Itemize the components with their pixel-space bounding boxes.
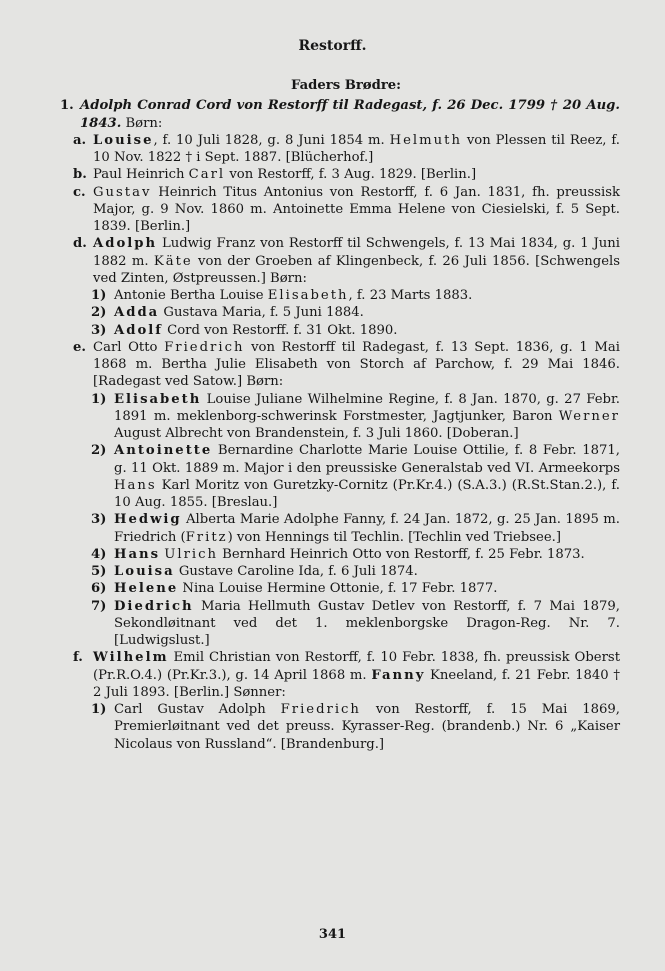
genealogy-entry [60, 649, 620, 701]
genealogy-entry [60, 442, 620, 511]
entry-marker: 4) [91, 546, 107, 562]
entry-text: August Albrecht von Brandenstein, f. 3 Juli 1860. [Doberan.] [114, 426, 519, 441]
entry-marker: 3) [91, 322, 107, 338]
entry-text: Emil Christian von Restorff, f. 10 Febr. 1838, fh. preussisk Oberst (Pr.R.O.4.) (Pr.Kr.3.), g. 14 April 1868 m. [93, 650, 620, 683]
entry-marker: 5) [91, 564, 107, 579]
genealogy-entry [60, 322, 620, 339]
entry-text: Hedwig [114, 512, 182, 528]
genealogy-entry [60, 598, 620, 650]
genealogy-entry [60, 166, 620, 183]
entry-text: Helmuth [389, 132, 462, 148]
entry-text: Maria Hellmuth Gustav Detlev von Restorff, f. 7 Mai 1879, Sekondløitnant ved det 1. meklenborgske Dragon-Reg. Nr. 7. [Ludwigslust.] [114, 598, 620, 648]
section-subheading: Faders Brødre: [290, 78, 402, 93]
entry-marker: 7) [91, 598, 107, 614]
entry-marker: 3) [91, 512, 107, 528]
page-number: 341 [318, 927, 347, 942]
entry-text: Diedrich [114, 598, 194, 614]
genealogy-entry [60, 563, 620, 580]
entry-text: von Plessen til Reez, f. 10 Nov. 1822 † i Sept. 1887. [Blücherhof.] [93, 132, 620, 165]
genealogy-entry [60, 701, 620, 753]
entry-text: von Restorff, f. 15 Mai 1869, Premierløitnant ved det preuss. Kyrasser-Reg. (brandenb.) Nr. 6 „Kaiser Nicolaus von Russland“. [Brandenburg.] [114, 702, 621, 752]
entry-text: Friedrich [280, 702, 361, 717]
entry-text: Adolph Conrad Cord von Restorff til Radegast, f. 26 Dec. 1799 † 20 Aug. 1843. [80, 98, 620, 131]
entry-text: Hans [114, 546, 161, 562]
genealogy-entry [60, 287, 620, 304]
entry-text: ) von Hennings til Techlin. [Techlin ved Triebsee.] [227, 529, 561, 545]
entry-text: Bernardine Charlotte Marie Louise Ottilie, f. 8 Febr. 1871, g. 11 Okt. 1889 m. Major i den preussiske Generalstab ved VI. Armeekorps [114, 443, 620, 476]
entry-text: von Restorff til Radegast, f. 13 Sept. 1836, g. 1 Mai 1868 m. Bertha Julie Elisabeth von Storch af Parchow, f. 29 Mai 1846. [Radegast ved Satow.] Børn: [93, 339, 620, 390]
genealogy-entry [60, 97, 620, 132]
entry-text: , f. 23 Marts 1883. [348, 288, 473, 303]
running-header: Restorff. [298, 38, 367, 54]
entry-text: Ludwig Franz von Restorff til Schwengels, f. 13 Mai 1834, g. 1 Juni 1882 m. [93, 236, 620, 269]
entry-text: Gustav [93, 184, 152, 200]
entry-text: Friedrich [164, 339, 245, 355]
entry-marker: f. [73, 650, 83, 666]
entry-marker: 6) [91, 581, 107, 597]
entry-marker: d. [73, 236, 87, 252]
entry-text: Carl Otto [93, 339, 165, 355]
entry-text: Karl Moritz von Guretzky-Cornitz (Pr.Kr.4.) (S.A.3.) (R.St.Stan.2.), f. 10 Aug. 1855. [Breslau.] [114, 477, 620, 510]
entry-text: Børn: [121, 115, 163, 131]
entry-text: Paul Heinrich [93, 167, 189, 183]
entry-text: Helene [114, 581, 179, 597]
entry-marker: c. [73, 184, 86, 200]
entry-text: Heinrich Titus Antonius von Restorff, f. 6 Jan. 1831, fh. preussisk Major, g. 9 Nov. 1860 m. Antoinette Emma Helene von Ciesielski, f. 5 Sept. 1839. [Berlin.] [93, 184, 620, 234]
entry-marker: e. [73, 339, 86, 355]
entry-text: Fritz [185, 529, 228, 545]
entry-text: Wilhelm [93, 650, 169, 666]
genealogy-entry [60, 132, 620, 167]
entry-text: Bernhard Heinrich Otto von Restorff, f. 25 Febr. 1873. [217, 546, 585, 562]
entry-text: Cord von Restorff. f. 31 Okt. 1890. [162, 322, 398, 338]
entry-text: Ulrich [164, 546, 218, 562]
genealogy-entry [60, 546, 620, 563]
entry-text: Fanny [371, 667, 426, 683]
genealogy-entry [60, 304, 620, 321]
entry-text: Nina Louise Hermine Ottonie, f. 17 Febr. 1877. [178, 581, 498, 597]
genealogy-entry [60, 339, 620, 391]
entry-marker: 2) [91, 443, 107, 459]
entry-text: Käte [153, 253, 193, 269]
entry-text: Elisabeth [267, 288, 349, 303]
entry-text: Gustava Maria, f. 5 Juni 1884. [159, 305, 364, 321]
entry-text: Antonie Bertha Louise [114, 288, 268, 303]
genealogy-entry [60, 511, 620, 546]
entry-text: Louise Juliane Wilhelmine Regine, f. 8 Jan. 1870, g. 27 Febr. 1891 m. meklenborg-schwerinsk Forstmester, Jagtjunker, Baron [114, 391, 620, 424]
entry-marker: a. [73, 132, 87, 148]
genealogy-entry [60, 235, 620, 287]
entry-text: Kneeland, f. 21 Febr. 1840 † 2 Juli 1893. [Berlin.] Sønner: [93, 667, 620, 700]
entry-text: Alberta Marie Adolphe Fanny, f. 24 Jan. 1872, g. 25 Jan. 1895 m. Friedrich ( [114, 512, 620, 545]
entry-text: Adolf [114, 322, 163, 338]
genealogy-entry [60, 391, 620, 443]
entry-text: von Restorff, f. 3 Aug. 1829. [Berlin.] [225, 167, 477, 183]
genealogy-entry [60, 580, 620, 597]
entry-text: Louisa [114, 564, 175, 579]
entry-marker: 1. [60, 98, 74, 114]
entry-text: Carl Gustav Adolph [114, 702, 281, 717]
entry-marker: 1) [91, 702, 107, 717]
entry-marker: 1) [91, 288, 107, 303]
entry-text: Adolph [93, 236, 158, 252]
entry-marker: 2) [91, 305, 107, 321]
entry-text: , f. 10 Juli 1828, g. 8 Juni 1854 m. [153, 132, 390, 148]
entry-text: von der Groeben af Klingenbeck, f. 26 Juli 1856. [Schwengels ved Zinten, Østpreussen.] Børn: [93, 253, 620, 286]
entry-marker: b. [73, 167, 87, 183]
document-body [60, 77, 620, 753]
genealogy-entry [60, 184, 620, 236]
entry-text: Antoinette [114, 443, 213, 459]
entry-text: Carl [188, 167, 226, 183]
entry-text: Louise [93, 132, 154, 148]
entry-marker: 1) [91, 391, 107, 407]
entry-text: Adda [114, 305, 160, 321]
entry-text: Werner [558, 408, 620, 424]
entry-text: Hans [114, 477, 157, 493]
entry-text: Elisabeth [114, 391, 202, 407]
entry-text: Gustave Caroline Ida, f. 6 Juli 1874. [174, 564, 418, 579]
